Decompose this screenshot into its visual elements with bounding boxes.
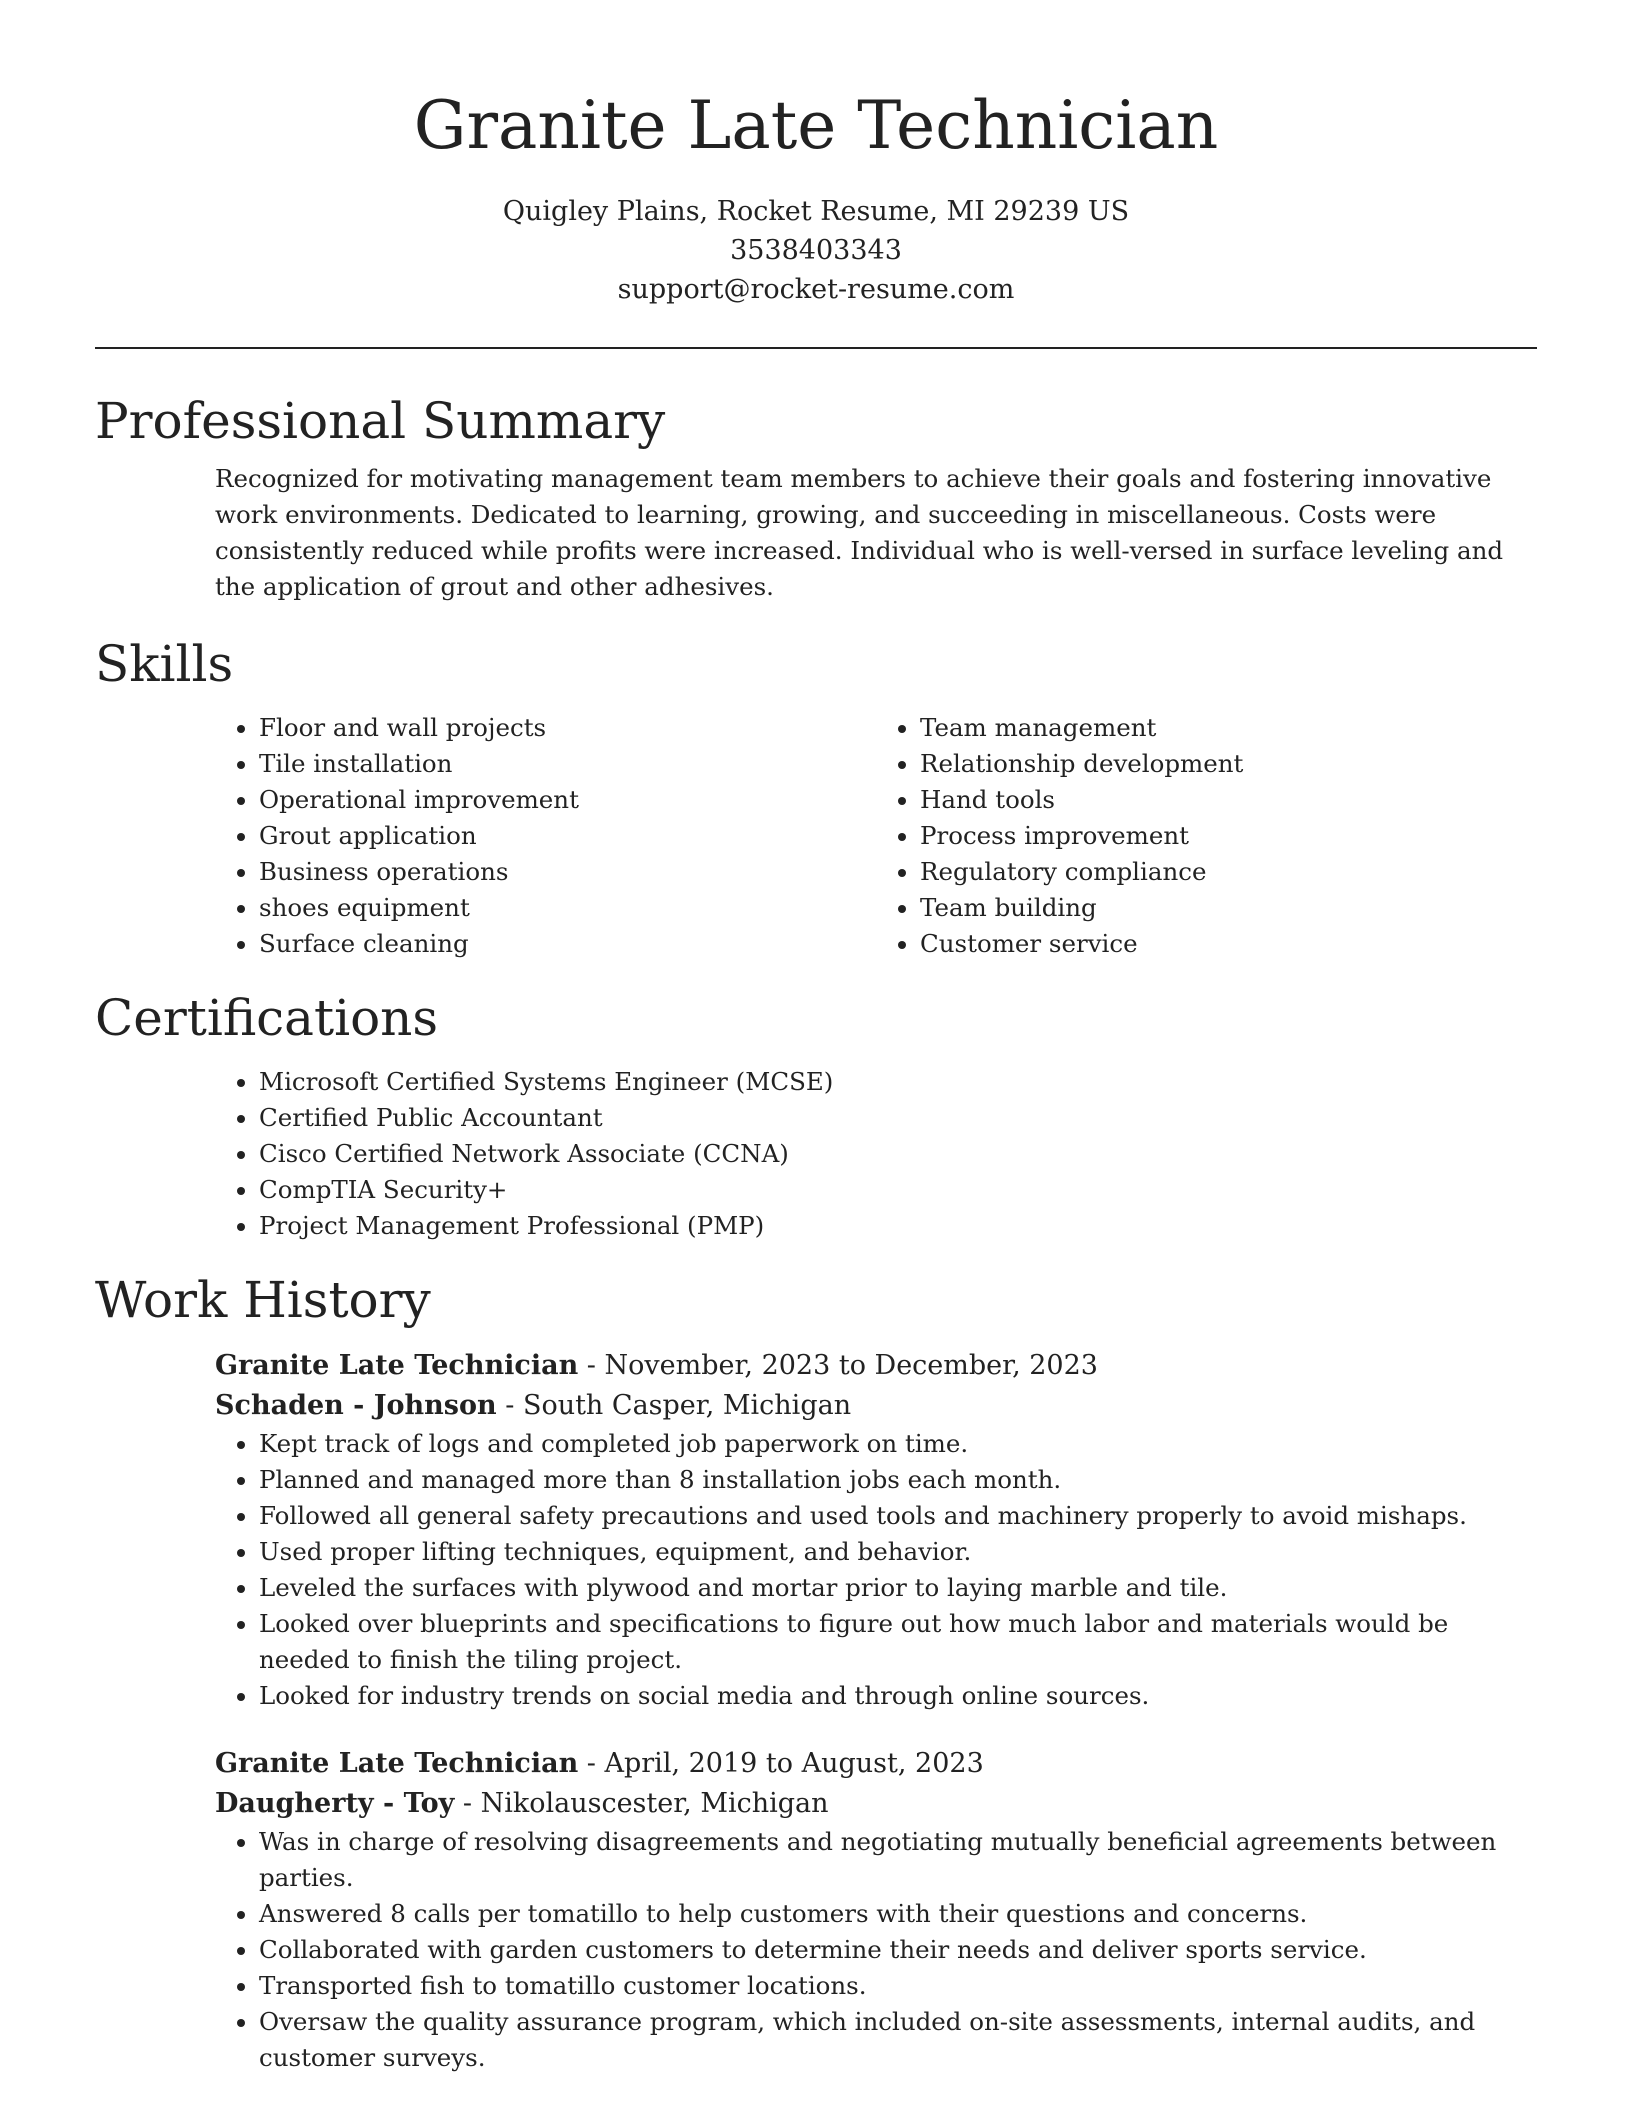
certification-item: • CompTIA Security+ — [259, 1172, 1537, 1208]
job-duty: • Transported fish to tomatillo customer locations. — [259, 1968, 1537, 2004]
job-location: - Nikolauscester, Michigan — [454, 1788, 829, 1819]
job-dates: - November, 2023 to December, 2023 — [578, 1350, 1098, 1381]
skills-list-right — [876, 710, 1537, 962]
skill-item: • Surface cleaning — [259, 926, 876, 962]
skill-item: • Tile installation — [259, 746, 876, 782]
job-title: Granite Late Technician — [215, 1748, 579, 1779]
job-entry — [215, 1346, 1537, 1714]
summary-section — [95, 389, 1537, 605]
skill-item: • Team management — [920, 710, 1537, 746]
job-company-line — [215, 1784, 1537, 1824]
skill-item: • Relationship development — [920, 746, 1537, 782]
skill-item: • Customer service — [920, 926, 1537, 962]
job-duties-list — [215, 1426, 1537, 1714]
certification-item: • Project Management Professional (PMP) — [259, 1208, 1537, 1244]
job-dates: - April, 2019 to August, 2023 — [578, 1748, 984, 1779]
job-title: Granite Late Technician — [215, 1350, 579, 1381]
job-company: Schaden - Johnson — [215, 1390, 497, 1421]
job-company: Daugherty - Toy — [215, 1788, 455, 1819]
resume-header — [95, 0, 1537, 309]
job-duty: • Answered 8 calls per tomatillo to help customers with their questions and concerns. — [259, 1896, 1537, 1932]
skill-item: • shoes equipment — [259, 890, 876, 926]
skill-item: • Business operations — [259, 854, 876, 890]
contact-phone: 3538403343 — [730, 235, 902, 266]
certifications-heading: Certifications — [95, 989, 439, 1047]
certification-item: • Certified Public Accountant — [259, 1100, 1537, 1136]
job-company-line — [215, 1386, 1537, 1426]
certification-item: • Microsoft Certified Systems Engineer (MCSE) — [259, 1064, 1537, 1100]
job-duty: • Collaborated with garden customers to determine their needs and deliver sports service. — [259, 1932, 1537, 1968]
job-location: - South Casper, Michigan — [496, 1390, 852, 1421]
certifications-section — [95, 986, 1537, 1244]
work-history-heading: Work History — [95, 1271, 431, 1329]
skill-item: • Regulatory compliance — [920, 854, 1537, 890]
skill-item: • Team building — [920, 890, 1537, 926]
skill-item: • Floor and wall projects — [259, 710, 876, 746]
job-duty: • Kept track of logs and completed job paperwork on time. — [259, 1426, 1537, 1462]
job-title-line — [215, 1346, 1537, 1386]
work-history-section — [95, 1268, 1537, 2076]
job-title-line — [215, 1744, 1537, 1784]
candidate-name: Granite Late Technician — [413, 87, 1219, 164]
skill-item: • Grout application — [259, 818, 876, 854]
header-divider — [95, 347, 1537, 349]
contact-address: Quigley Plains, Rocket Resume, MI 29239 US — [502, 196, 1130, 227]
contact-email: support@rocket-resume.com — [617, 274, 1015, 305]
job-duties-list — [215, 1824, 1537, 2076]
certification-item: • Cisco Certified Network Associate (CCNA) — [259, 1136, 1537, 1172]
skill-item: • Operational improvement — [259, 782, 876, 818]
certifications-list-wrap — [215, 1064, 1537, 1244]
skills-grid — [215, 710, 1537, 962]
skills-list-left — [215, 710, 876, 962]
job-duty: • Followed all general safety precautions and used tools and machinery properly to avoid mishaps. — [259, 1498, 1537, 1534]
skills-heading: Skills — [95, 635, 234, 693]
skill-item: • Process improvement — [920, 818, 1537, 854]
skills-section — [95, 632, 1537, 962]
contact-block — [95, 192, 1537, 309]
resume-page — [95, 0, 1537, 2076]
summary-heading: Professional Summary — [95, 392, 666, 450]
job-duty: • Was in charge of resolving disagreements and negotiating mutually beneficial agreements between parties. — [259, 1824, 1537, 1896]
job-duty: • Looked for industry trends on social media and through online sources. — [259, 1678, 1537, 1714]
certifications-list — [215, 1064, 1537, 1244]
summary-text: Recognized for motivating management team members to achieve their goals and fostering innovative work environments. Dedicated to learning, growing, and succeeding in miscellaneous. Costs were consistently reduced while profits were increased. Individual who is well-versed in surface leveling and the application of grout and other adhesives. — [215, 464, 1504, 601]
skill-item: • Hand tools — [920, 782, 1537, 818]
job-duty: • Oversaw the quality assurance program, which included on-site assessments, internal audits, and customer surveys. — [259, 2004, 1537, 2076]
job-duty: • Used proper lifting techniques, equipment, and behavior. — [259, 1534, 1537, 1570]
job-duty: • Planned and managed more than 8 installation jobs each month. — [259, 1462, 1537, 1498]
job-duty: • Leveled the surfaces with plywood and mortar prior to laying marble and tile. — [259, 1570, 1537, 1606]
job-entry — [215, 1744, 1537, 2076]
job-duty: • Looked over blueprints and specifications to figure out how much labor and materials would be needed to finish the tiling project. — [259, 1606, 1537, 1678]
